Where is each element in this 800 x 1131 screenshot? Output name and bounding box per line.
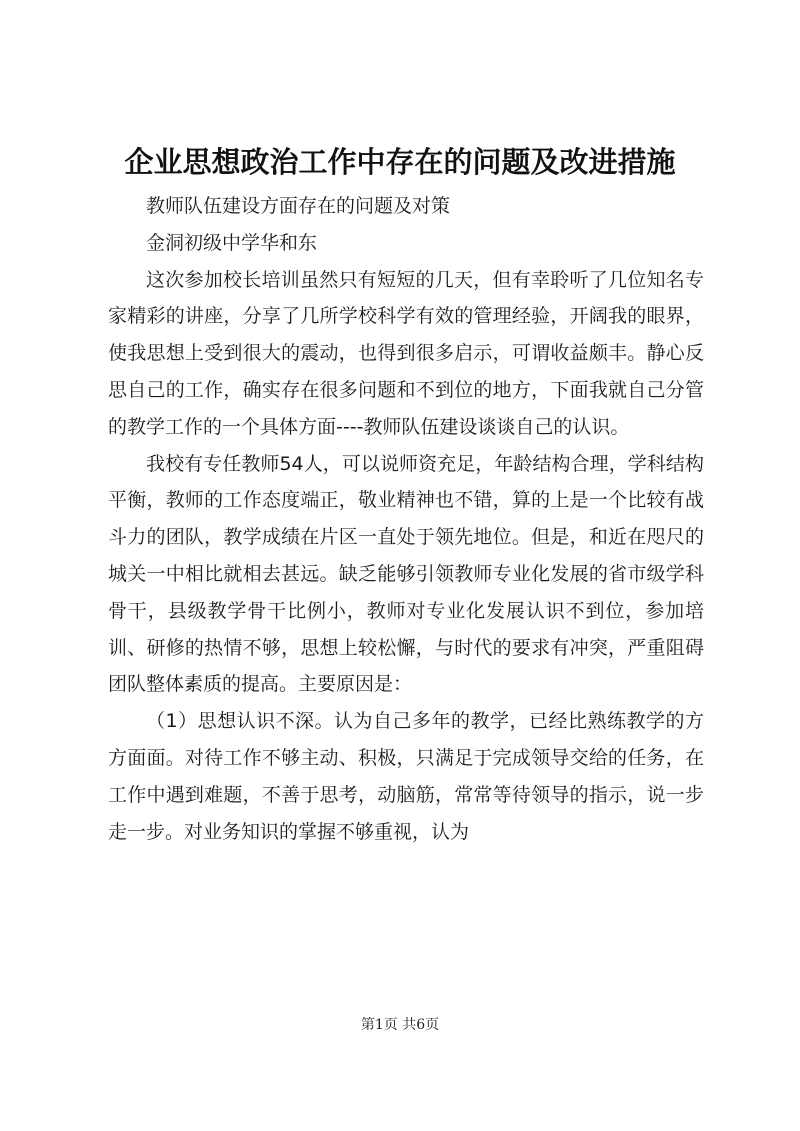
page-number-footer: 第1页 共6页 <box>360 1017 440 1033</box>
author-paragraph: 金洞初级中学华和东 <box>146 231 318 254</box>
document-title: 企业思想政治工作中存在的问题及改进措施 <box>124 145 676 179</box>
body-paragraph: 这次参加校长培训虽然只有短短的几天，但有幸聆听了几位知名专家精彩的讲座，分享了几所学校科学有效的管理经验，开阔我的眼界，使我思想上受到很大的震动，也得到很多启示，可谓收益颇丰。静心反思自己的工作，确实存在很多问题和不到位的地方，下面我就自己分管的教学工作的一个具体方面----教师队伍建设谈谈自己的认识。 <box>108 268 704 438</box>
document-body <box>108 188 704 850</box>
body-paragraph: 我校有专任教师54人，可以说师资充足，年龄结构合理，学科结构平衡，教师的工作态度端正，敬业精神也不错，算的上是一个比较有战斗力的团队，教学成绩在片区一直处于领先地位。但是，和近在咫尺的城关一中相比就相去甚远。缺乏能够引领教师专业化发展的省市级学科骨干，县级教学骨干比例小，教师对专业化发展认识不到位，参加培训、研修的热情不够，思想上较松懈，与时代的要求有冲突，严重阻碍团队整体素质的提高。主要原因是： <box>108 452 704 696</box>
subtitle-paragraph: 教师队伍建设方面存在的问题及对策 <box>146 195 451 217</box>
body-paragraph: （1）思想认识不深。认为自己多年的教学，已经比熟练教学的方方面面。对待工作不够主动、积极，只满足于完成领导交给的任务，在工作中遇到难题，不善于思考，动脑筋，常常等待领导的指示，说一步走一步。对业务知识的掌握不够重视，认为 <box>108 710 704 843</box>
